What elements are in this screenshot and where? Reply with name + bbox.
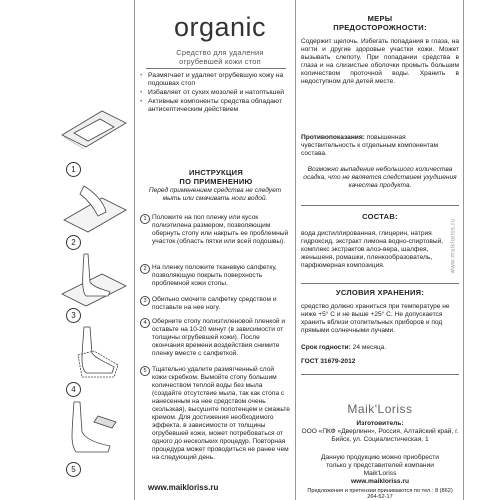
instruction-step-1 — [140, 214, 290, 246]
instructions-title-line-1: ИНСТРУКЦИЯ — [188, 168, 244, 177]
step-number-3: 3 — [66, 308, 81, 323]
step-text: Оберните стопу полиэтиленовой пленкой и оставьте на 10-20 минут (в зависимости от толщины огрубевшей кожи). После окончания времени воздействия снимите пленку вместе с салфеткой. — [152, 318, 286, 357]
manufacturer-label: Изготовитель: — [356, 420, 404, 427]
illustration-hand-napkin — [54, 180, 132, 235]
column-divider-left — [134, 0, 135, 500]
step-text: На пленку положите тканевую салфетку, позволяющую покрыть поверхность проблемной кожи стопы. — [152, 264, 277, 287]
contraindications-label: Противопоказания: — [301, 134, 365, 141]
composition-text: вода дистиллированная, глицерин, натрия гидроксид, экстракт лимона водно-спиртовый, комплекс экстрактов алоэ-вера, шалфея, женьшеня, ромашки, пленкообразователь, парфюмерная композиция. — [301, 230, 444, 269]
benefit-item: • Активные компоненты средства обладают антисептическим действием — [140, 98, 288, 114]
brand-title: organic — [173, 12, 267, 42]
step-text: Положите на пол пленку или кусок полиэтилена размером, позволяющим обернуть стопу или накрыть ее проблемный участок (область пятки или всей подошвы). — [152, 214, 289, 245]
shelf-life-label: Срок годности: — [301, 344, 351, 351]
instructions-intro: Перед применением средства не следует мыть или смачивать ноги водой. — [148, 187, 282, 202]
warnings-title-line-1: МЕРЫ — [367, 14, 393, 23]
instruction-step-2 — [140, 264, 290, 288]
brand-logo-small: Maik'Loriss — [347, 402, 413, 416]
contraindications-text: повышенная чувствительность к отдельным компонентам состава. — [301, 134, 439, 157]
step-number-4: 4 — [66, 382, 81, 397]
step-number-1: 1 — [66, 162, 81, 177]
step-badge: 5 — [140, 366, 150, 376]
divider-brand — [301, 374, 459, 375]
illustration-wrapped-foot — [54, 325, 132, 380]
warnings-title-line-2: ПРЕДОСТОРОЖНОСТИ: — [333, 23, 427, 32]
benefit-item: • Размягчает и удаляет огрубевшую кожу на подошвах стоп — [140, 72, 288, 88]
instructions-title — [146, 168, 286, 186]
illustration-film-and-napkin — [54, 105, 132, 153]
website-url[interactable]: www.maikloriss.ru — [148, 483, 219, 492]
step-badge: 3 — [140, 296, 150, 306]
column-divider-right — [463, 0, 464, 500]
benefits-list — [140, 72, 288, 115]
gost-standard: ГОСТ 31679-2012 — [301, 358, 356, 365]
side-url-strip — [450, 28, 478, 498]
composition-title: СОСТАВ: — [362, 212, 398, 221]
step-badge: 1 — [140, 214, 150, 224]
illustration-foot-on-napkin — [54, 252, 132, 307]
subtitle-line-1: Средство для удаления — [176, 48, 264, 57]
step-number-5: 5 — [66, 462, 81, 477]
subtitle-line-2: огрубевшей кожи стоп — [179, 57, 261, 66]
shelf-life — [301, 344, 459, 352]
step-badge: 2 — [140, 264, 150, 274]
manufacturer-text: ООО «ПКФ «Дверлинн», Россия, Алтайский край, г. Бийск, ул. Социалистическая, 1 — [301, 428, 459, 443]
illustration-scraping-foot — [54, 398, 132, 458]
contraindications — [301, 134, 459, 158]
manufacturer-url[interactable]: www.maikloriss.ru — [350, 478, 410, 485]
instruction-step-4 — [140, 318, 290, 358]
divider-composition — [301, 205, 459, 206]
column-divider-center — [295, 0, 296, 500]
warnings-text: Содержит щелочь. Избегать попадания в глаза, на ногти и другие здоровые участки кожи. Может вызывать слепоту. При попадании средства в глаза и на слизистые оболочки промыть большим количеством проточной воды. Хранить в недоступном для детей месте. — [301, 38, 459, 85]
shelf-life-value: 24 месяца. — [352, 344, 387, 351]
distribution-note: Данную продукцию можно приобрести только у представителей компании Maik'Loriss — [321, 454, 439, 477]
instructions-title-line-2: ПО ПРИМЕНЕНИЮ — [179, 177, 253, 186]
step-badge: 4 — [140, 318, 150, 328]
sediment-note: Возможно выпадение небольшого количества осадка, что не является следствием ухудшения качества продукта. — [303, 166, 457, 189]
instruction-step-5 — [140, 366, 290, 462]
warnings-title — [301, 14, 459, 32]
instruction-step-3 — [140, 296, 290, 312]
product-subtitle — [150, 48, 290, 66]
benefit-item: • Избавляет от сухих мозолей и натоптышей — [140, 89, 288, 97]
claims-contact: Предложения и претензии принимаются по тел.: 8 (862) 264-52-17 — [307, 488, 453, 500]
storage-text: средство должно храниться при температуре не ниже +5° С и не выше +25° С. Не допускается хранить вблизи отопительных приборов и под прямыми солнечными лучами. — [301, 303, 450, 334]
step-text: Обильно смочите салфетку средством и поставьте на нее ногу. — [152, 296, 277, 311]
side-url-text: www.maikloriss.ru — [450, 218, 457, 274]
divider-storage — [301, 283, 459, 284]
step-number-2: 2 — [66, 235, 81, 250]
manufacturer-block — [301, 420, 459, 444]
storage-title: УСЛОВИЯ ХРАНЕНИЯ: — [335, 288, 425, 297]
header-divider — [146, 68, 286, 69]
step-text: Тщательно удалите размягченный слой кожи скребком. Вымойте стопу большим количеством теплой воды без мыла (создайте отсутствие мыла, так как стопа с нанесенным на нее средством очень скользкая), высушите полотенцем и смажьте кремом. Для достижения необходимого эффекта, в зависимости от толщины огрубевшей кожи, может потребоваться от одного до нескольких процедур. Повторная процедура может проводиться не ранее чем на следующий день. — [152, 366, 290, 461]
